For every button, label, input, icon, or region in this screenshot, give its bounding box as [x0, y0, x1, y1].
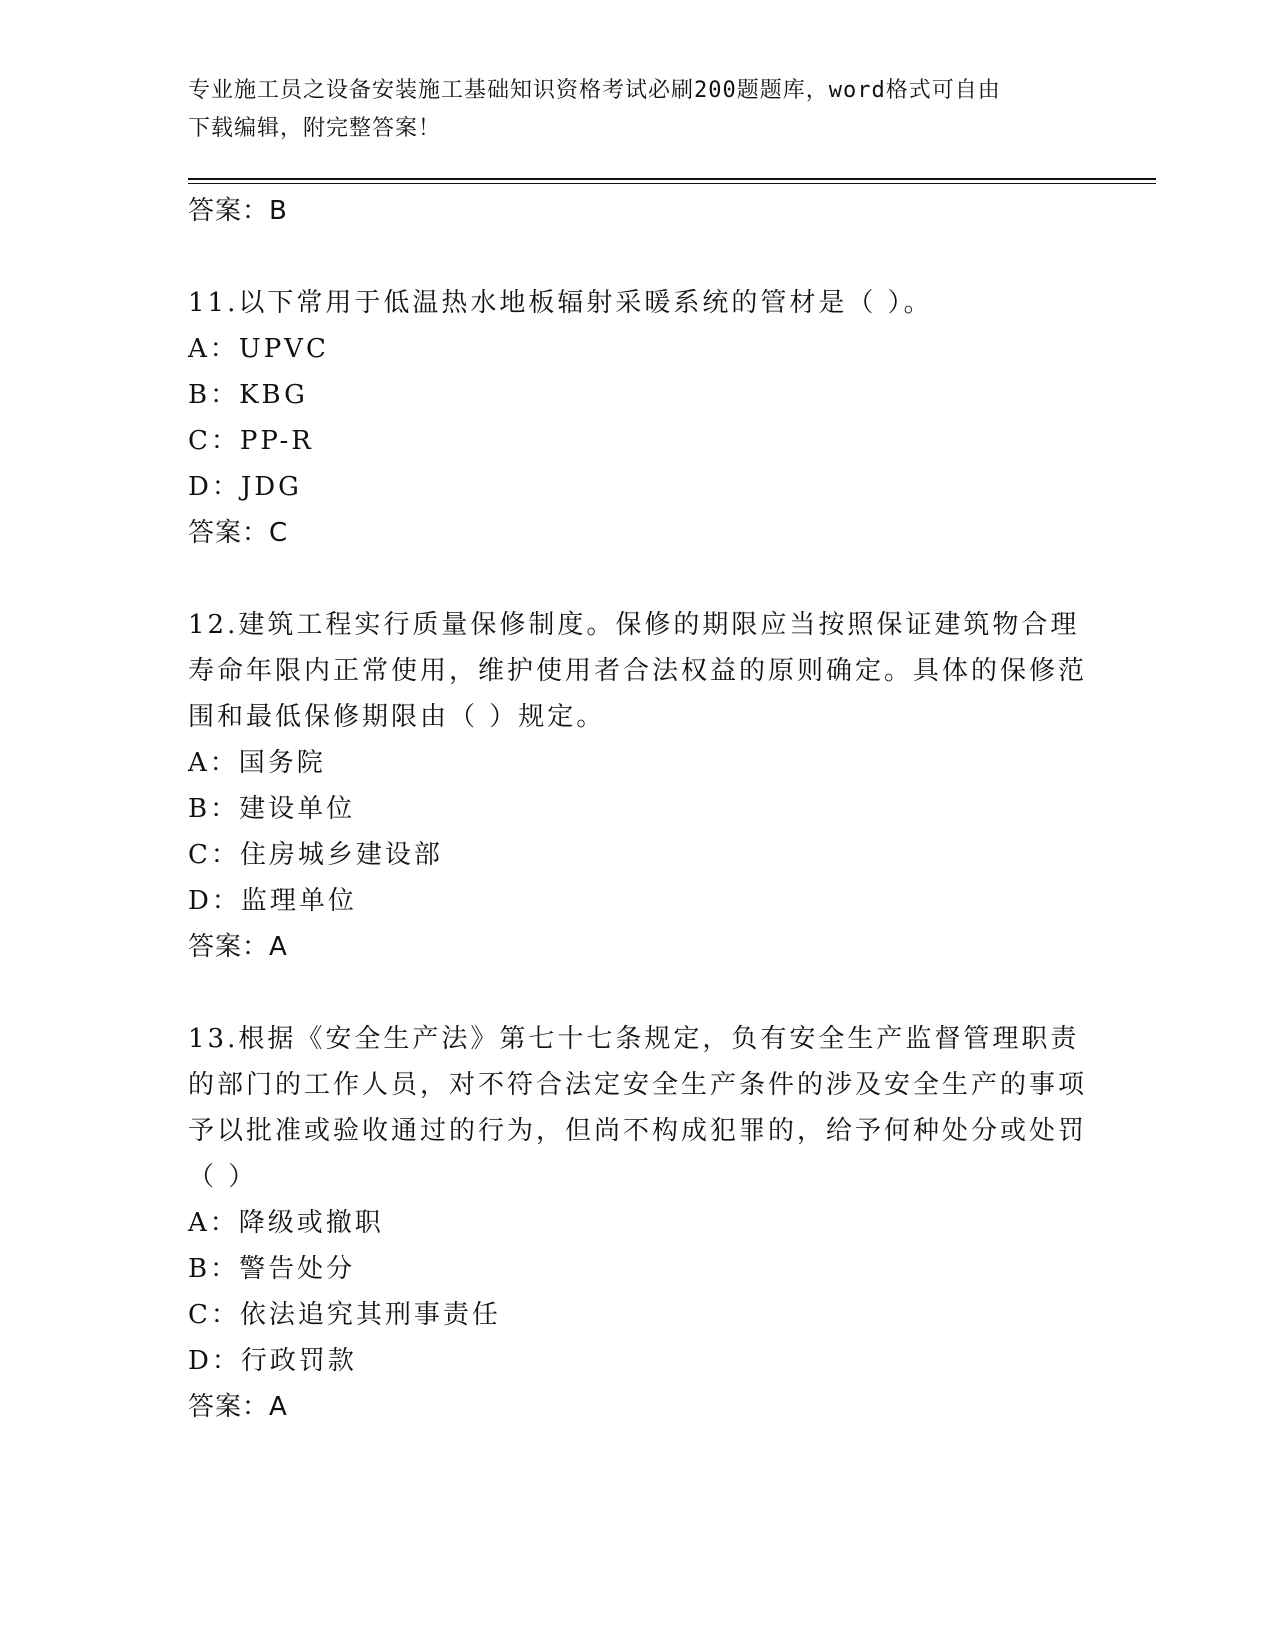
header-line-2: 下载编辑，附完整答案！ — [188, 116, 442, 141]
question-block-11 — [188, 280, 1088, 556]
header-line-1: 专业施工员之设备安装施工基础知识资格考试必刷200题题库，word格式可自由 — [188, 78, 1001, 103]
option-b: B：警告处分 — [188, 1254, 356, 1284]
option-c: C：住房城乡建设部 — [188, 840, 443, 870]
option-d: D：行政罚款 — [188, 1346, 357, 1376]
option-a: A：国务院 — [188, 748, 326, 778]
header-divider — [188, 178, 1156, 180]
question-text: 12.建筑工程实行质量保修制度。保修的期限应当按照保证建筑物合理寿命年限内正常使用，维护使用者合法权益的原则确定。具体的保修范围和最低保修期限由（ ）规定。 — [188, 610, 1088, 732]
question-text: 13.根据《安全生产法》第七十七条规定，负有安全生产监督管理职责的部门的工作人员，对不符合法定安全生产条件的涉及安全生产的事项予以批准或验收通过的行为，但尚不构成犯罪的，给予何种处分或处罚（ ） — [188, 1024, 1088, 1192]
option-a: A：UPVC — [188, 334, 329, 364]
option-d: D：监理单位 — [188, 886, 357, 916]
option-a: A：降级或撤职 — [188, 1208, 384, 1238]
header-divider-thin — [188, 183, 1156, 184]
document-body — [188, 188, 1088, 1430]
question-block-13 — [188, 1016, 1088, 1430]
option-c: C：PP-R — [188, 426, 314, 456]
option-d: D：JDG — [188, 472, 302, 502]
option-b: B：KBG — [188, 380, 308, 410]
question-answer: 答案：C — [188, 518, 289, 548]
option-b: B：建设单位 — [188, 794, 356, 824]
previous-answer: 答案：B — [188, 196, 288, 226]
question-answer: 答案：A — [188, 1392, 288, 1422]
question-text: 11.以下常用于低温热水地板辐射采暖系统的管材是（ ）。 — [188, 288, 933, 318]
option-c: C：依法追究其刑事责任 — [188, 1300, 501, 1330]
document-header — [188, 72, 1088, 148]
question-answer: 答案：A — [188, 932, 288, 962]
question-block-12 — [188, 602, 1088, 970]
